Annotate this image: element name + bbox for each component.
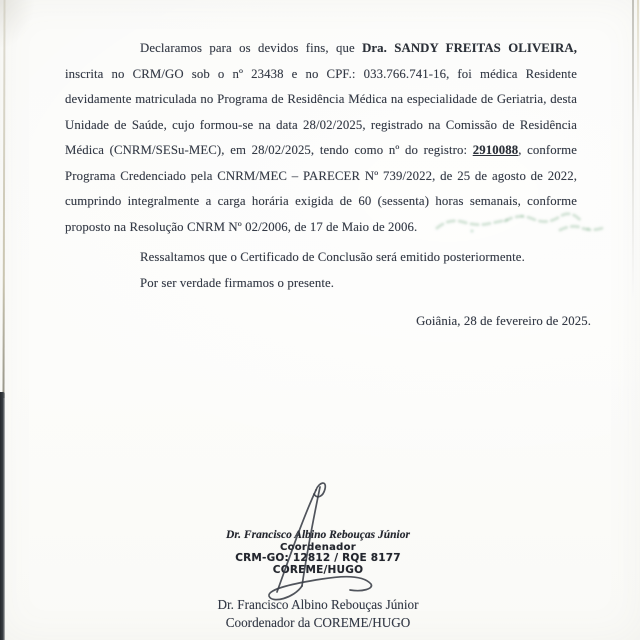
stamp-coordinator-title: Coordenador — [279, 542, 357, 553]
signatory-block — [168, 596, 468, 631]
doctor-name: Dra. SANDY FREITAS OLIVEIRA, — [362, 41, 577, 55]
signatory-role: Coordenador da COREME/HUGO — [225, 614, 411, 630]
registry-number: 2910088 — [472, 143, 519, 157]
stamp-crm-rqe-number: CRM-GO: 12812 / RQE 8177 — [235, 552, 401, 564]
declaration-text-tail: , conforme Programa Credenciado pela CNRM/MEC – PARECER Nº 739/2022, de 25 de agosto de 2022, cumprindo integralmente a carga horária exigida de 60 (sessenta) horas semanais, conforme proposto na Resolução CNRM Nº 02/2006, de 17 de Maio de 2006. — [65, 143, 577, 234]
page-left-edge-shadow — [0, 392, 5, 640]
certificate-note: Ressaltamos que o Certificado de Conclusão será emitido posteriormente. — [140, 250, 525, 264]
stamp-coordinator-name: Dr. Francisco Albino Rebouças Júnior — [226, 529, 410, 541]
declaration-text-lead: Declaramos para os devidos fins, que — [140, 41, 363, 55]
page-right-fold-line — [632, 0, 634, 300]
declaration-paragraph — [65, 36, 577, 240]
date-line: Goiânia, 28 de fevereiro de 2025. — [416, 314, 591, 328]
closing-statement: Por ser verdade firmamos o presente. — [140, 275, 335, 290]
signatory-name: Dr. Francisco Albino Rebouças Júnior — [217, 597, 419, 612]
declaration-text-middle: inscrita no CRM/GO sob o nº 23438 e no CPF.: 033.766.741-16, foi médica Residente devidamente matriculada no Programa de Residência Médica na especialidade de Geriatria, desta Unidade de Saúde, cujo formou-se na data 28/02/2025, registrado na Comissão de Residência Médica (CNRM/SESu-MEC), em 28/02/2025, tendo como nº do registro: — [65, 66, 577, 157]
document-body — [65, 36, 591, 335]
coordinator-stamp — [178, 529, 458, 576]
scan-corner-shading — [0, 0, 40, 60]
stamp-organization: COREME/HUGO — [272, 563, 364, 576]
page-left-edge-line — [2, 0, 5, 398]
page-right-edge-line — [637, 0, 639, 120]
